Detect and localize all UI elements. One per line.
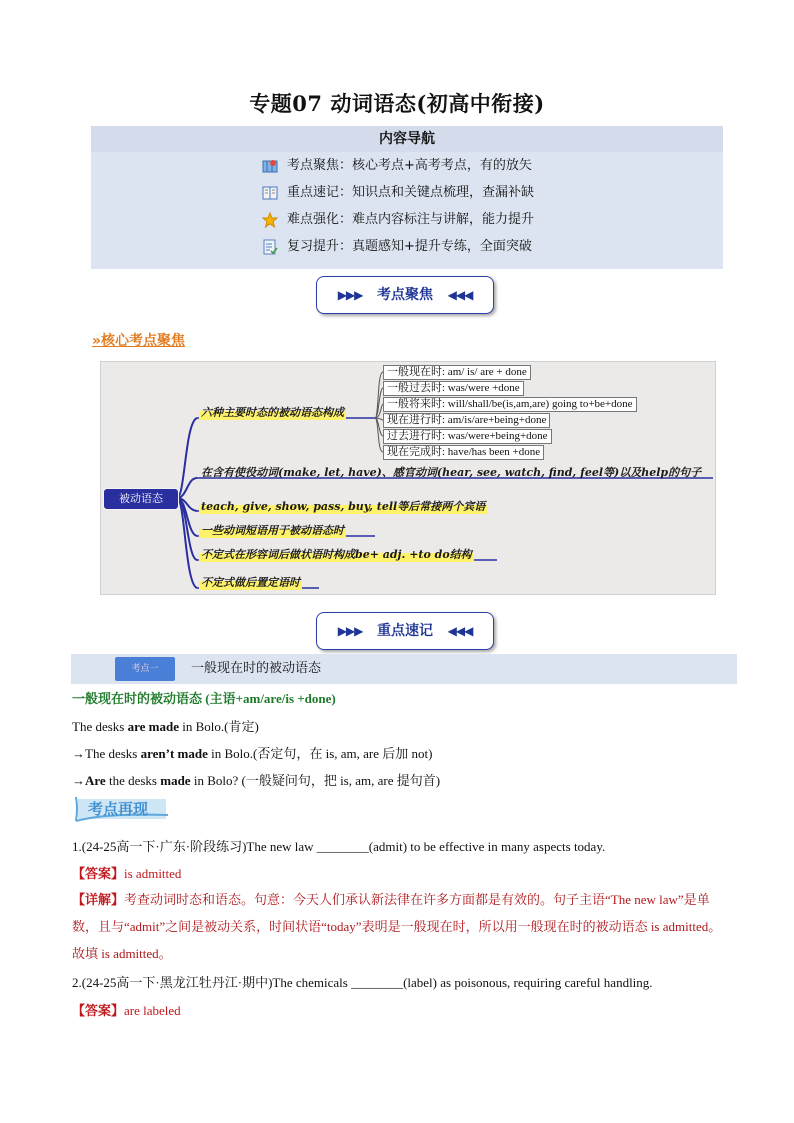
answer-text: is admitted <box>124 866 182 881</box>
banner-label: 考点聚焦 <box>377 287 433 303</box>
mindmap-leaf: 一般现在时: am/ is/ are + done <box>383 365 531 380</box>
nav-heading: 内容导航 <box>91 126 723 152</box>
question-2-answer <box>72 1000 181 1019</box>
example-text: in Bolo? (一般疑问句，把 is, am, are 提句首) <box>190 773 441 788</box>
detail-text: 考查动词时态和语态。句意：今天人们承认新法律在许多方面都是有效的。句子主语“The new law”是单数，且与“admit”之间是被动关系，时间状语“today”表明是一般现在时，所以用一般现在时的被动语态 is admitted。故填 is admitted。 <box>72 892 722 961</box>
example-verb: are made <box>127 719 179 734</box>
nav-item-label: 难点强化：难点内容标注与讲解，能力提升 <box>287 212 535 227</box>
example-verb: made <box>160 773 191 788</box>
rule-heading: 一般现在时的被动语态 (主语+am/are/is +done) <box>72 691 336 706</box>
left-arrows-icon: ◀◀◀ <box>447 288 473 302</box>
nav-item-difficulty <box>91 206 723 233</box>
example-text: in Bolo.(肯定) <box>179 719 259 734</box>
checklist-icon <box>262 239 278 255</box>
question-2-stem: 2.(24-25高一下·黑龙江牡丹江·期中)The chemicals ________(label) as poisonous, requiring careful handling. <box>72 975 653 990</box>
topic-title: 一般现在时的被动语态 <box>191 661 322 676</box>
example-negative <box>72 743 432 762</box>
nav-item-review <box>91 233 723 260</box>
nav-item-label: 重点速记：知识点和关键点梳理，查漏补缺 <box>287 185 535 200</box>
page-title: 专题07 动词语态(初高中衔接) <box>249 91 545 116</box>
question-1-answer <box>72 863 181 882</box>
section-banner-focus <box>316 276 494 314</box>
mindmap-leaf: 一般将来时: will/shall/be(is,am,are) going to+be+done <box>383 397 637 412</box>
example-text: The desks <box>72 719 128 734</box>
question-1-detail <box>72 886 726 967</box>
book-icon <box>262 185 278 201</box>
mindmap-branch: 不定式在形容词后做状语时构成be+ adj. +to do结构 <box>201 548 472 561</box>
mindmap-leaf: 现在进行时: am/is/are+being+done <box>383 413 550 428</box>
mindmap-leaf: 现在完成时: have/has been +done <box>383 445 544 460</box>
star-icon <box>262 212 278 228</box>
mindmap-branch: teach, give, show, pass, buy, tell等后常接两个宾语 <box>201 500 486 513</box>
mindmap-branch: 不定式做后置定语时 <box>201 576 300 589</box>
mindmap-branch: 六种主要时态的被动语态构成 <box>201 406 344 419</box>
answer-label: 【答案】 <box>72 1003 125 1018</box>
example-question <box>72 770 440 789</box>
nav-item-label: 考点聚焦：核心考点+高考考点，有的放矢 <box>287 158 532 173</box>
topic-tag: 考点一 <box>115 657 175 681</box>
section-banner-memo <box>316 612 494 650</box>
example-text: in Bolo.(否定句，在 is, am, are 后加 not) <box>207 746 433 761</box>
mindmap-leaf: 一般过去时: was/were +done <box>383 381 524 396</box>
mindmap-root: 被动语态 <box>103 488 179 510</box>
mindmap-branch: 在含有使役动词(make, let, have)、感官动词(hear, see, watch, find, feel等)以及help的句子 <box>201 466 702 479</box>
mindmap-leaf: 过去进行时: was/were+being+done <box>383 429 552 444</box>
example-verb: Are <box>85 773 106 788</box>
example-text: the desks <box>105 773 161 788</box>
arrow-icon: → <box>72 773 85 788</box>
review-badge <box>74 795 170 823</box>
left-arrows-icon: ◀◀◀ <box>447 624 473 638</box>
example-affirmative <box>72 716 259 735</box>
passive-voice-mindmap <box>100 361 716 595</box>
detail-label: 【详解】 <box>72 892 125 907</box>
mindmap-branch: 一些动词短语用于被动语态时 <box>201 524 344 537</box>
nav-item-memo <box>91 179 723 206</box>
nav-item-focus <box>91 152 723 179</box>
nav-item-label: 复习提升：真题感知+提升专练，全面突破 <box>287 239 532 254</box>
answer-label: 【答案】 <box>72 866 125 881</box>
right-arrows-icon: ▶▶▶ <box>337 288 363 302</box>
review-badge-label: 考点再现 <box>88 800 149 818</box>
map-icon <box>262 158 278 174</box>
right-arrows-icon: ▶▶▶ <box>337 624 363 638</box>
topic-bar <box>71 654 737 684</box>
answer-text: are labeled <box>124 1003 181 1018</box>
content-navigation <box>91 126 723 269</box>
core-focus-link[interactable]: »核心考点聚焦 <box>92 333 186 349</box>
question-1-stem: 1.(24-25高一下·广东·阶段练习)The new law ________(admit) to be effective in many aspects today. <box>72 839 606 854</box>
banner-label: 重点速记 <box>377 623 433 639</box>
example-verb: aren’t made <box>140 746 208 761</box>
example-text: →The desks <box>72 746 141 761</box>
